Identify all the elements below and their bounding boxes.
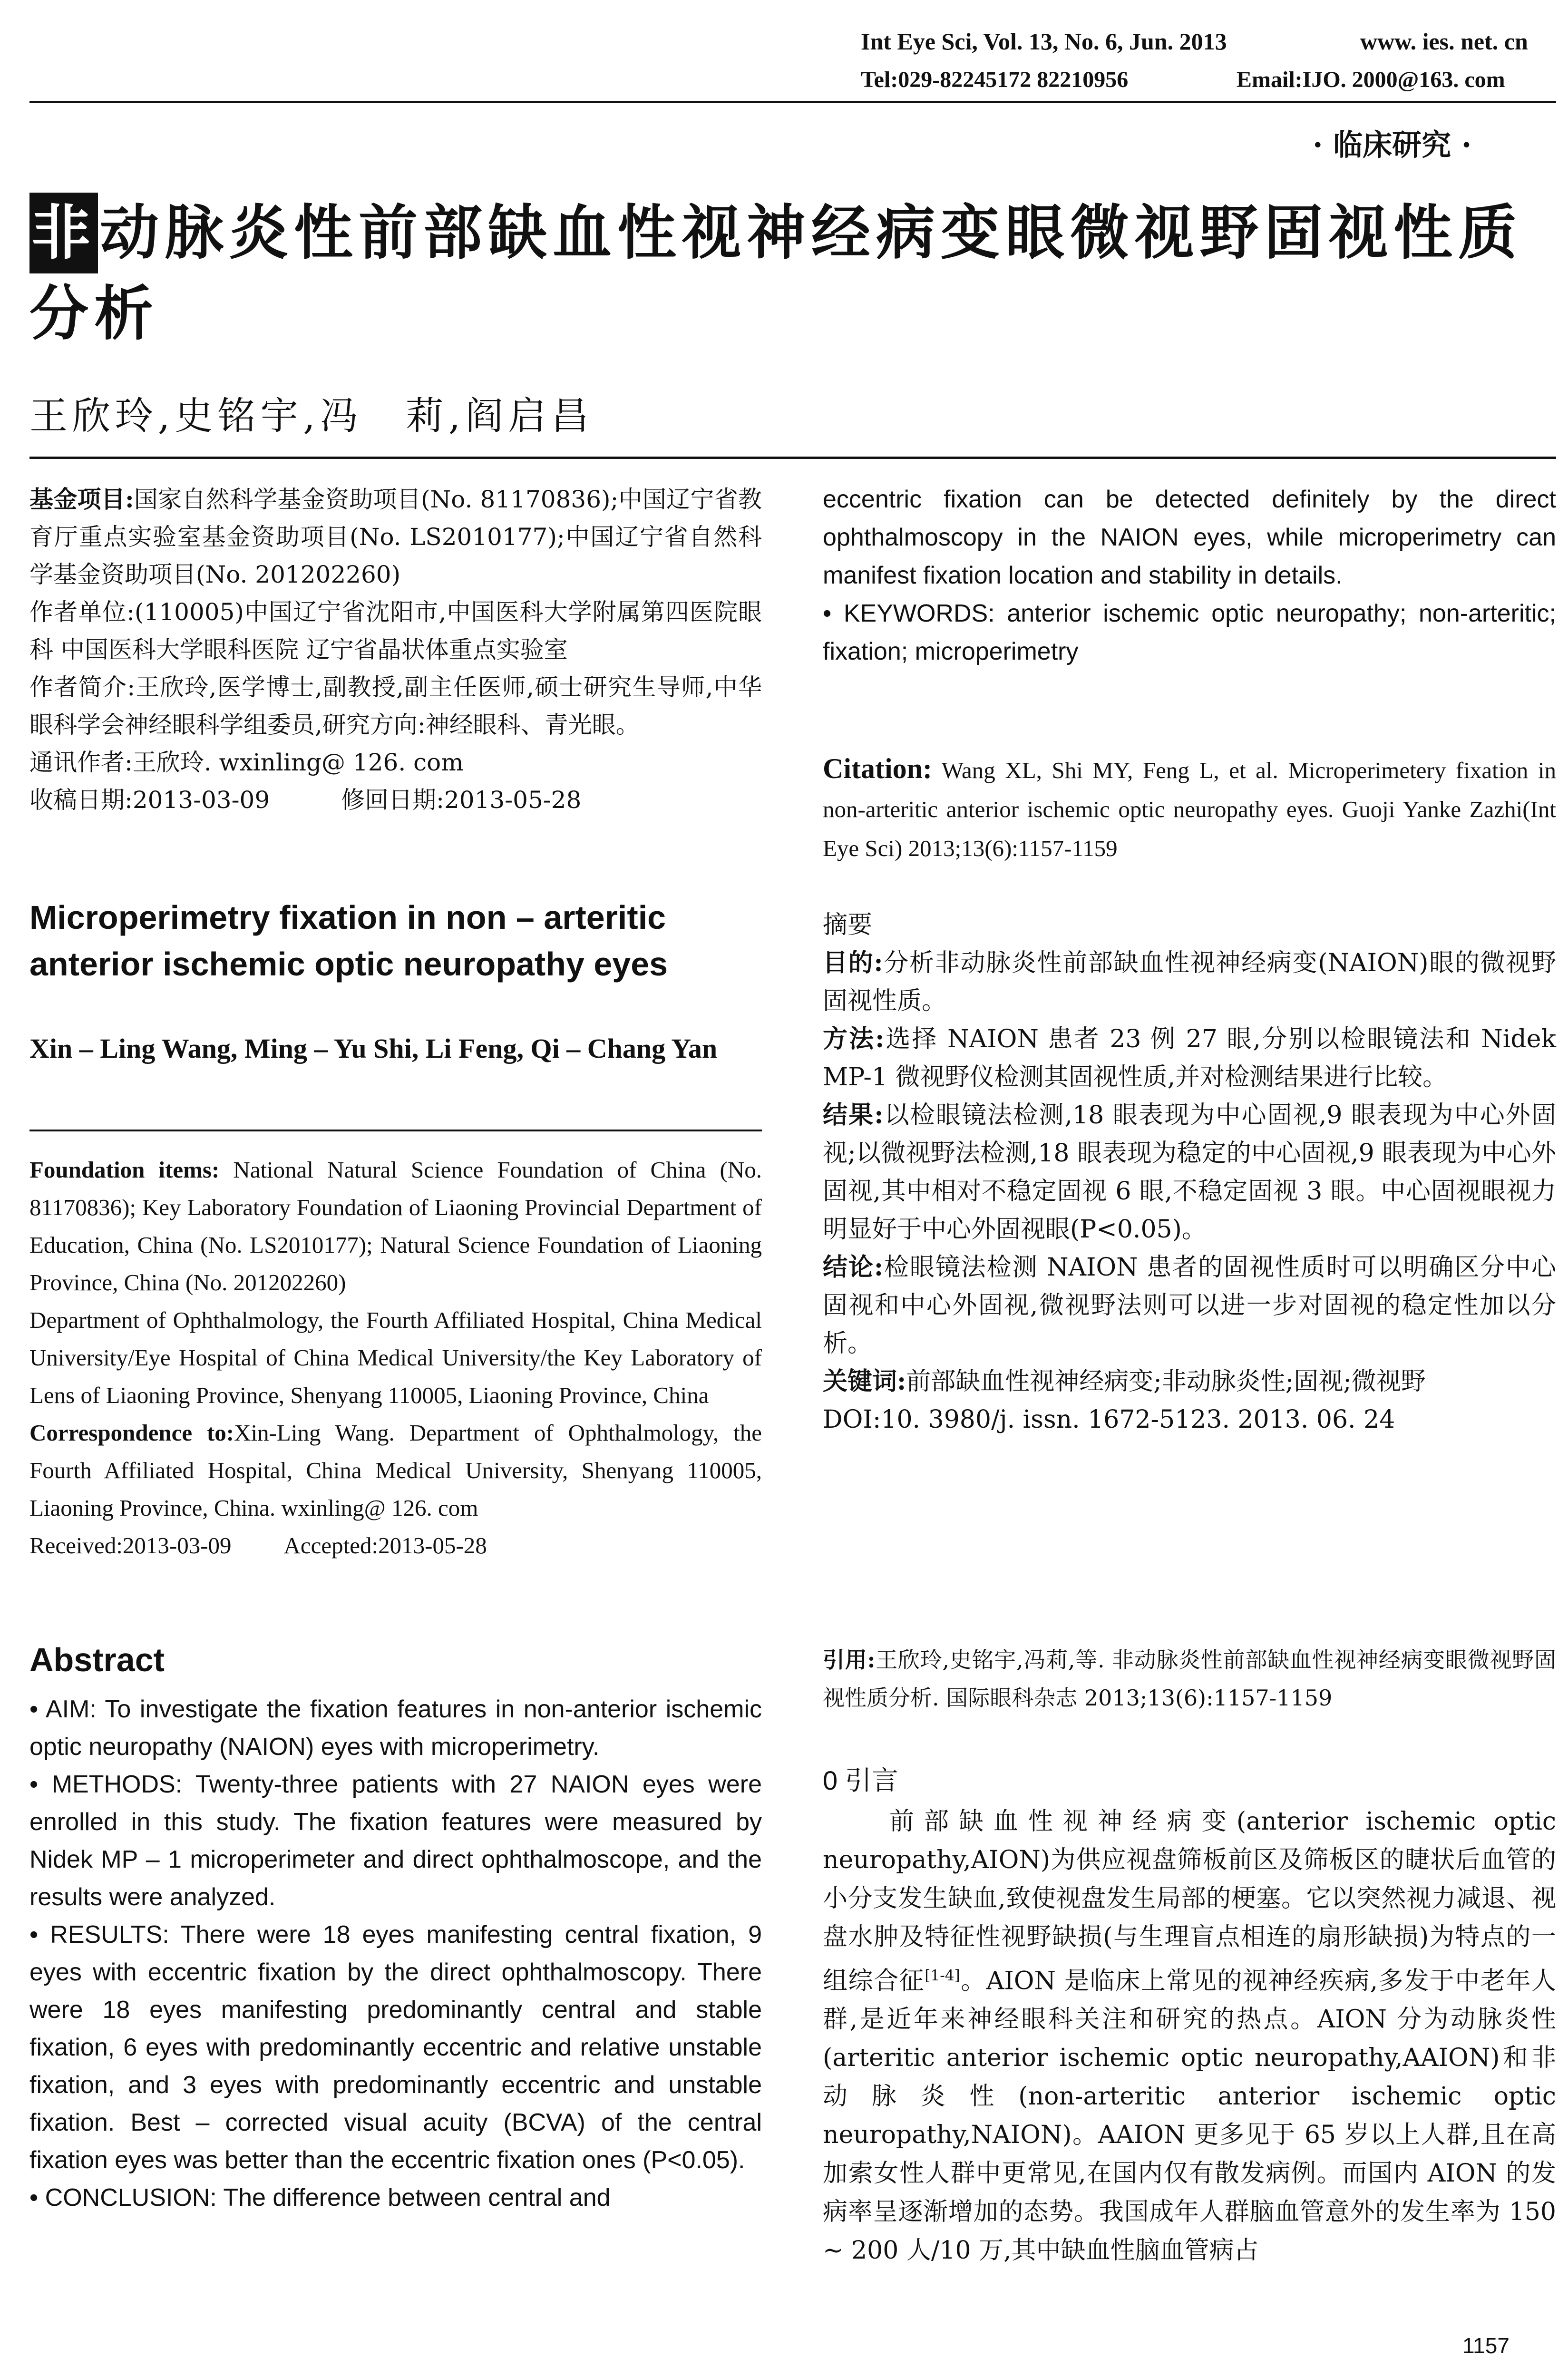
page-title bbox=[29, 193, 1556, 354]
abstract-methods: • METHODS: Twenty-three patients with 27 NAION eyes were enrolled in this study. The fixation features were measured by Nidek MP – 1 microperimeter and direct ophthalmoscope, and the results were analyzed. bbox=[29, 1771, 762, 1911]
corr-zh: 通讯作者:王欣玲. wxinling@ 126. com bbox=[29, 749, 464, 776]
foundation-en: Foundation items: National Natural Science Foundation of China (No. 81170836); Key Laboratory Foundation of Liaoning Provincial Department of Education, China (No. LS2010177); Natural Science Foundation of Liaoning Province, China (No. 201202260) bbox=[29, 1157, 762, 1296]
abstract-zh-results: 结果:以检眼镜法检测,18 眼表现为中心固视,9 眼表现为中心外固视;以微视野法检测,18 眼表现为稳定的中心固视,9 眼表现为中心外固视,其中相对不稳定固视 6 眼,不稳定固视 3 眼。中心固视眼视力明显好于中心外固视眼(P<0.05)。 bbox=[823, 1101, 1556, 1244]
abstract-conclusion: • CONCLUSION: The difference between central and bbox=[29, 2184, 611, 2211]
abstract-en-body bbox=[29, 1691, 762, 2217]
keywords-en: • KEYWORDS: anterior ischemic optic neuropathy; non-arteritic; fixation; microperimetry bbox=[823, 600, 1556, 665]
authors-rule bbox=[29, 1130, 762, 1131]
intro-text: 前部缺血性视神经病变(anterior ischemic optic neuropathy,AION)为供应视盘筛板前区及筛板区的睫状后血管的小分支发生缺血,致使视盘发生局部的梗塞。它以突然视力减退、视盘水肿及特征性视野缺损(与生理盲点相连的扇形缺损)为特点的一组综合征[1-4]。AION 是临床上常见的视神经疾病,多发于中老年人群,是近年来神经眼科关注和研究的热点。AION 分为动脉炎性(arteritic anterior ischemic optic neuropathy,AAION)和非动脉炎性(non-arteritic anterior ischemic optic neuropathy,NAION)。AAION 更多见于 65 岁以上人群,且在高加索女性人群中更常见,在国内仅有散发病例。而国内 AION 的发病率呈逐渐增加的态势。我国成年人群脑血管意外的发生率为 150 ~ 200 人/10 万,其中缺血性脑血管病占 bbox=[823, 1807, 1556, 2265]
citation: Citation: Wang XL, Shi MY, Feng L, et al. Microperimetery fixation in non-arteritic anterior ischemic optic neuropathy eyes. Guoji Yanke Zazhi(Int Eye Sci) 2013;13(6):1157-1159 bbox=[823, 753, 1556, 861]
abstract-zh bbox=[823, 906, 1556, 1439]
abstract-heading: Abstract bbox=[29, 1641, 165, 1678]
intro-heading: 0 引言 bbox=[823, 1765, 898, 1795]
journal-line: Int Eye Sci, Vol. 13, No. 6, Jun. 2013 bbox=[861, 28, 1227, 55]
keywords-zh: 关键词:前部缺血性视神经病变;非动脉炎性;固视;微视野 bbox=[823, 1367, 1426, 1396]
doi: DOI:10. 3980/j. issn. 1672-5123. 2013. 06. 24 bbox=[823, 1405, 1395, 1434]
title-text: 动脉炎性前部缺血性视神经病变眼微视野固视性质分析 bbox=[29, 198, 1523, 348]
intro-citation-ref: [1-4] bbox=[925, 1967, 960, 1984]
foundation-zh: 基金项目:国家自然科学基金资助项目(No. 81170836);中国辽宁省教育厅重点实验室基金资助项目(No. LS2010177);中国辽宁省自然科学基金资助项目(No. 201202260) bbox=[29, 485, 762, 588]
department-en: Department of Ophthalmology, the Fourth Affiliated Hospital, China Medical University/Eye Hospital of China Medical University/the Key Laboratory of Lens of Liaoning Province, Shenyang 110005, Liaoning Province, China bbox=[29, 1307, 762, 1408]
abstract-zh-aim: 目的:分析非动脉炎性前部缺血性视神经病变(NAION)眼的微视野固视性质。 bbox=[823, 948, 1556, 1015]
english-authors: Xin – Ling Wang, Ming – Yu Shi, Li Feng, Qi – Chang Yan bbox=[29, 1033, 718, 1064]
journal-email: Email:IJO. 2000@163. com bbox=[1237, 67, 1505, 92]
cite-zh: 引用:王欣玲,史铭宇,冯莉,等. 非动脉炎性前部缺血性视神经病变眼微视野固视性质分析. 国际眼科杂志 2013;13(6):1157-1159 bbox=[823, 1647, 1556, 1711]
journal-website: www. ies. net. cn bbox=[1360, 28, 1528, 55]
abstract-results: • RESULTS: There were 18 eyes manifesting central fixation, 9 eyes with eccentric fixation by the direct ophthalmoscopy. There were 18 eyes manifesting predominantly central and stable fixation, 6 eyes with predominantly eccentric and relative unstable fixation, and 3 eyes with predominantly eccentric and unstable fixation. Best – corrected visual acuity (BCVA) of the central fixation eyes was better than the eccentric fixation ones (P<0.05). bbox=[29, 1921, 762, 2174]
abstract-conclusion-cont: eccentric fixation can be detected definitely by the direct ophthalmoscopy in the NAION eyes, while microperimetry can manifest fixation location and stability in details. bbox=[823, 486, 1556, 589]
journal-tel: Tel:029-82245172 82210956 bbox=[861, 67, 1129, 92]
abstract-en-continued bbox=[823, 480, 1556, 671]
abstract-aim: • AIM: To investigate the fixation features in non-anterior ischemic optic neuropathy (NAION) eyes with microperimetry. bbox=[29, 1695, 762, 1761]
affiliation-zh: 作者单位:(110005)中国辽宁省沈阳市,中国医科大学附属第四医院眼科 中国医科大学眼科医院 辽宁省晶状体重点实验室 bbox=[29, 598, 762, 663]
english-title: Microperimetry fixation in non – arteritic anterior ischemic optic neuropathy eyes bbox=[29, 899, 668, 983]
authors-zh: 王欣玲,史铭宇,冯 莉,阎启昌 bbox=[29, 394, 594, 438]
abstract-zh-conclusion: 结论:检眼镜法检测 NAION 患者的固视性质时可以明确区分中心固视和中心外固视,微视野法则可以进一步对固视的稳定性加以分析。 bbox=[823, 1253, 1556, 1358]
title-marker-icon: 非 bbox=[29, 193, 98, 273]
abstract-zh-heading: 摘要 bbox=[823, 911, 873, 939]
article-info-en bbox=[29, 1151, 762, 1564]
page-number: 1157 bbox=[1462, 2333, 1510, 2358]
correspondence-en: Correspondence to:Xin-Ling Wang. Department of Ophthalmology, the Fourth Affiliated Hospital, China Medical University, Shenyang 110005, Liaoning Province, China. wxinling@ 126. com bbox=[29, 1420, 762, 1521]
abstract-zh-methods: 方法:选择 NAION 患者 23 例 27 眼,分别以检眼镜法和 Nidek MP-1 微视野仪检测其固视性质,并对检测结果进行比较。 bbox=[823, 1024, 1556, 1091]
bio-zh: 作者简介:王欣玲,医学博士,副教授,副主任医师,硕士研究生导师,中华眼科学会神经眼科学组委员,研究方向:神经眼科、青光眼。 bbox=[29, 673, 762, 739]
dates-en: Received:2013-03-09 Accepted:2013-05-28 bbox=[29, 1532, 487, 1559]
section-label: · 临床研究 · bbox=[1313, 127, 1472, 162]
header-rule bbox=[29, 101, 1556, 103]
title-rule bbox=[29, 457, 1556, 459]
dates-zh: 收稿日期:2013-03-09 修回日期:2013-05-28 bbox=[29, 786, 582, 814]
article-info-zh bbox=[29, 480, 762, 819]
